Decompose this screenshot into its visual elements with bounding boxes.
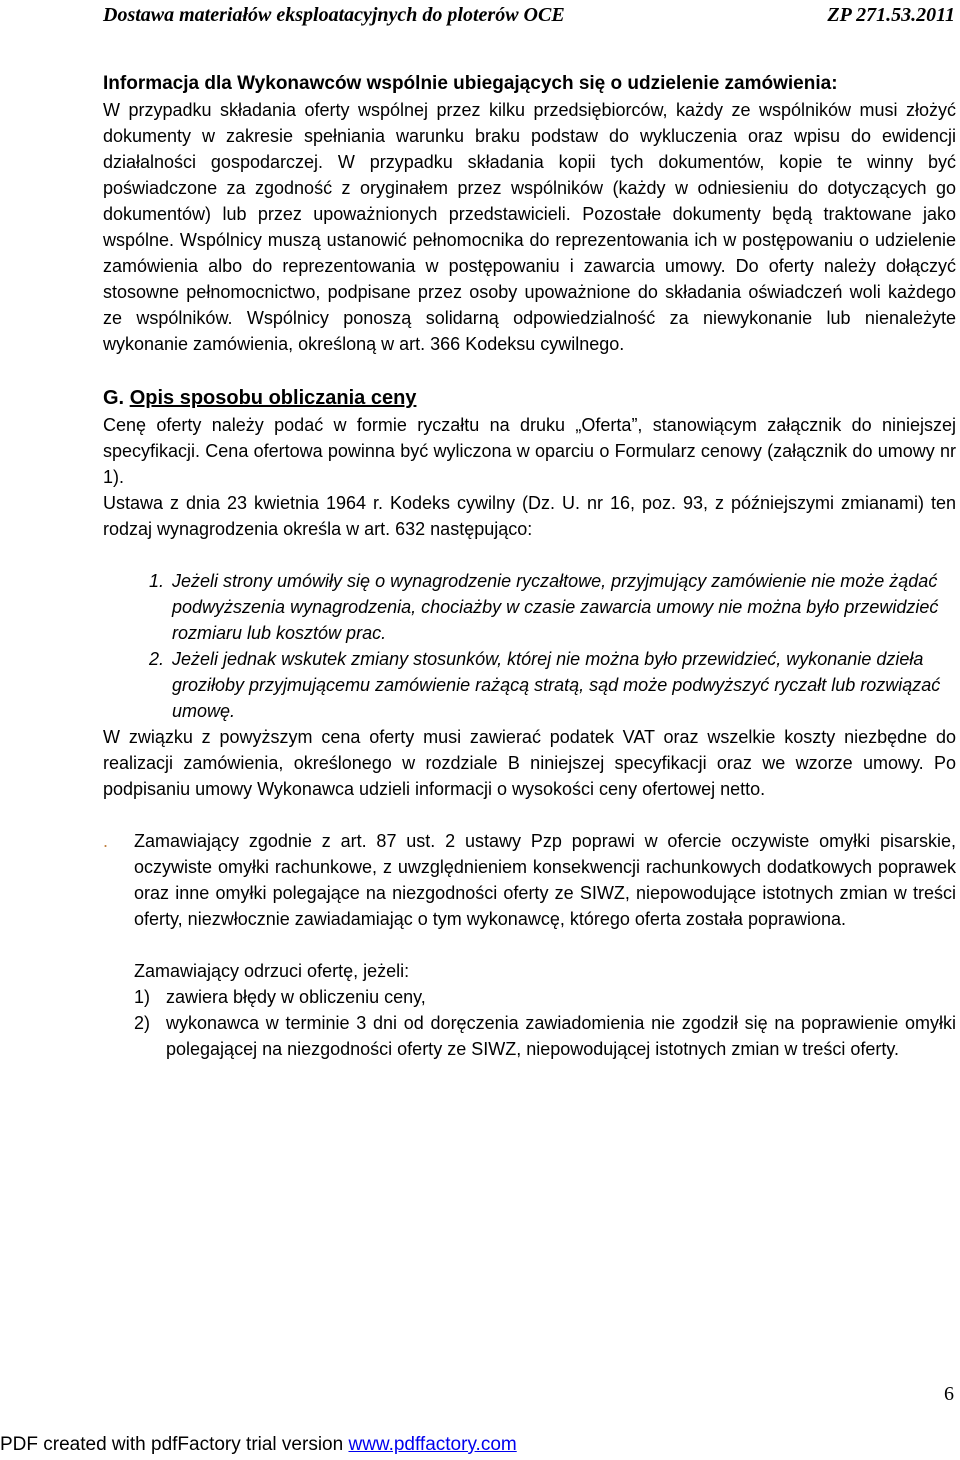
info-paragraph: W przypadku składania oferty wspólnej przez kilku przedsiębiorców, każdy ze wspólników musi złożyć dokumenty w zakresie spełniania warunku braku podstaw do wykluczenia oraz wpisu do ewidencji działalności gospodarczej. W przypadku składania kopii tych dokumentów, kopie te winny być poświadczone za zgodność z oryginałem przez wspólników (każdy w odniesieniu do dotyczących go dokumentów) lub przez upoważnionych przedstawicieli. Pozostałe dokumenty będą traktowane jako wspólne. Wspólnicy muszą ustanowić pełnomocnika do reprezentowania ich w postępowaniu o udzielenie zamówienia albo do reprezentowania w postępowaniu i zawarcia umowy. Do oferty należy dołączyć stosowne pełnomocnictwo, podpisane przez osoby upoważnione do składania oświadczeń woli każdego ze wspólników. Wspólnicy ponoszą solidarną odpowiedzialność za niewykonanie lub nienależyte wykonanie zamówienia, określoną w art. 366 Kodeksu cywilnego. bbox=[103, 100, 956, 354]
rejection-list bbox=[134, 984, 956, 1062]
list-item bbox=[103, 646, 956, 724]
document-reference: ZP 271.53.2011 bbox=[827, 4, 955, 26]
footer-text: PDF created with pdfFactory trial version bbox=[0, 1434, 349, 1455]
page-header bbox=[103, 2, 955, 28]
page-number: 6 bbox=[944, 1383, 954, 1405]
price-paragraph: Cenę oferty należy podać w formie ryczałtu na druku „Oferta”, stanowiącym załącznik do niniejszej specyfikacji. Cena ofertowa powinna być wyliczona w oparciu o Formularz cenowy (załącznik do umowy nr 1). bbox=[103, 415, 956, 487]
rule-number: 1. bbox=[149, 571, 165, 591]
rejection-block bbox=[103, 958, 956, 1062]
list-item bbox=[134, 1010, 956, 1062]
info-heading: Informacja dla Wykonawców wspólnie ubiegających się o udzielenie zamówienia: bbox=[103, 73, 838, 94]
rule-text: Jeżeli strony umówiły się o wynagrodzenie ryczałtowe, przyjmujący zamówienie nie może żądać podwyższenia wynagrodzenia, chociażby w czasie zawarcia umowy nie można było przewidzieć rozmiaru lub kosztów prac. bbox=[172, 571, 939, 643]
vat-paragraph: W związku z powyższym cena oferty musi zawierać podatek VAT oraz wszelkie koszty niezbędne do realizacji zamówienia, określonego w rozdziale B niniejszej specyfikacji oraz we wzorze umowy. Po podpisaniu umowy Wykonawca udzieli informacji o wysokości ceny ofertowej netto. bbox=[103, 727, 956, 799]
section-heading bbox=[103, 384, 956, 412]
correction-block bbox=[103, 828, 956, 932]
section-title: Opis sposobu obliczania ceny bbox=[129, 387, 417, 409]
document-title: Dostawa materiałów eksploatacyjnych do ploterów OCE bbox=[103, 4, 565, 26]
civil-code-rules bbox=[103, 568, 956, 724]
rejection-number: 1) bbox=[134, 987, 151, 1007]
list-item bbox=[134, 984, 956, 1010]
rule-text: Jeżeli jednak wskutek zmiany stosunków, której nie można było przewidzieć, wykonanie dzieła groziłoby przyjmującemu zamówienie rażącą stratą, sąd może podwyższyć ryczałt lub rozwiązać umowę. bbox=[172, 649, 941, 721]
civil-code-paragraph: Ustawa z dnia 23 kwietnia 1964 r. Kodeks cywilny (Dz. U. nr 16, poz. 93, z późniejszymi zmianami) ten rodzaj wynagrodzenia określa w art. 632 następująco: bbox=[103, 493, 956, 539]
section-letter: G. bbox=[103, 387, 125, 409]
rejection-intro: Zamawiający odrzuci ofertę, jeżeli: bbox=[134, 961, 410, 981]
rejection-text: wykonawca w terminie 3 dni od doręczenia zawiadomienia nie zgodził się na poprawienie omyłki polegającej na niezgodności oferty ze SIWZ, niepowodującej istotnych zmian w treści oferty. bbox=[166, 1013, 956, 1059]
correction-paragraph: Zamawiający zgodnie z art. 87 ust. 2 ustawy Pzp poprawi w ofercie oczywiste omyłki pisarskie, oczywiste omyłki rachunkowe, z uwzględnieniem konsekwencji rachunkowych dodatkowych poprawek oraz inne omyłki polegające na niezgodności oferty ze SIWZ, niepowodujące istotnych zmian w treści oferty, niezwłocznie zawiadamiając o tym wykonawcę, którego oferta została poprawiona. bbox=[134, 831, 956, 929]
leading-dot: . bbox=[103, 831, 109, 851]
list-item bbox=[103, 568, 956, 646]
rejection-number: 2) bbox=[134, 1013, 151, 1033]
rule-number: 2. bbox=[149, 649, 165, 669]
page-content bbox=[103, 71, 956, 1062]
rejection-text: zawiera błędy w obliczeniu ceny, bbox=[166, 987, 426, 1007]
pdffactory-link[interactable]: www.pdffactory.com bbox=[348, 1434, 517, 1455]
pdf-footer bbox=[0, 1432, 517, 1458]
